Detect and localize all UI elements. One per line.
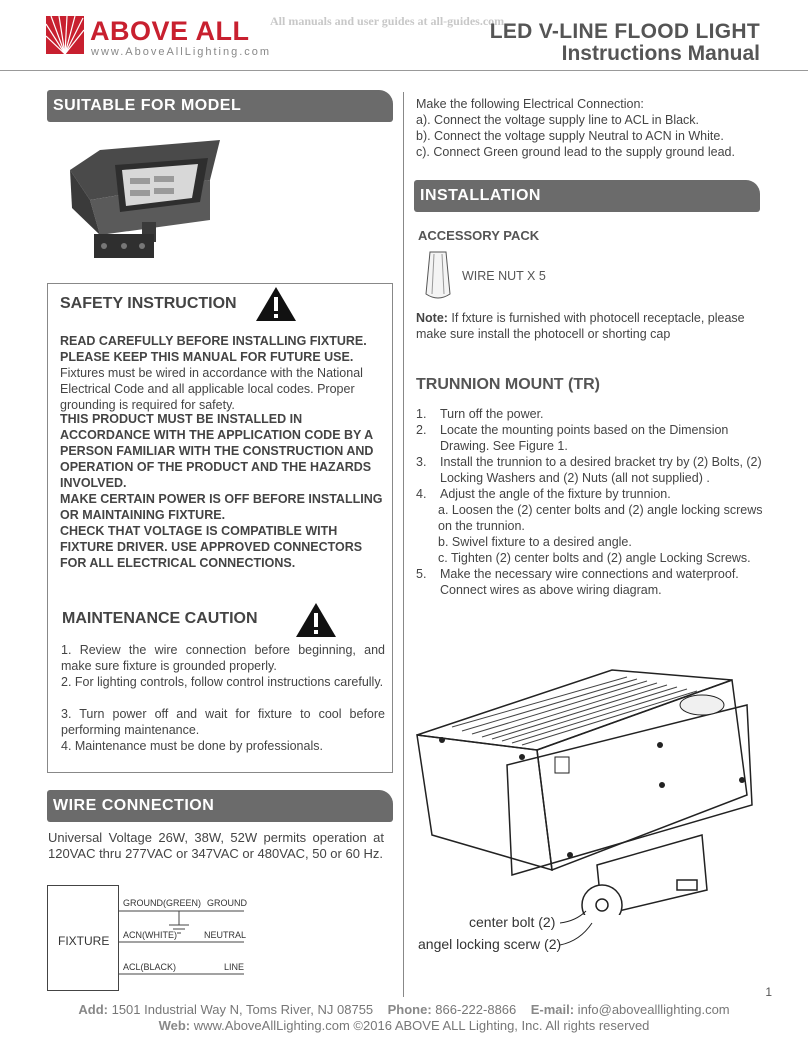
document-subtitle: Instructions Manual — [561, 42, 760, 65]
safety-paragraph-4: MAKE CERTAIN POWER IS OFF BEFORE INSTALLING OR MAINTAINING FIXTURE. — [60, 492, 383, 522]
maintenance-item-4: 4. Maintenance must be done by professionals. — [61, 739, 323, 753]
logo-sunburst-icon — [46, 16, 84, 54]
electrical-intro: Make the following Electrical Connection: — [416, 97, 644, 111]
maintenance-item-3: 3. Turn power off and wait for fixture to cool before performing maintenance. — [61, 707, 385, 737]
watermark: All manuals and user guides at all-guides.com — [270, 14, 505, 28]
footer-web: Web: www.AboveAllLighting.com ©2016 ABOVE ALL Lighting, Inc. All rights reserved — [158, 1018, 650, 1033]
brand-url: www.AboveAllLighting.com — [91, 46, 272, 58]
safety-heading: SAFETY INSTRUCTION — [60, 295, 237, 312]
safety-paragraph-1: READ CAREFULLY BEFORE INSTALLING FIXTURE. PLEASE KEEP THIS MANUAL FOR FUTURE USE. — [60, 334, 367, 364]
center-bolt-callout: center bolt (2) — [469, 914, 556, 930]
list-item: 2. Locate the mounting points based on the Dimension Drawing. See Figure 1. — [416, 423, 729, 453]
header-rule — [0, 70, 808, 71]
safety-paragraph-5: CHECK THAT VOLTAGE IS COMPATIBLE WITH FIXTURE DRIVER. USE APPROVED CONNECTORS FOR ALL ELECTRICAL CONNECTIONS. — [60, 524, 363, 570]
trunnion-steps — [416, 406, 766, 598]
safety-paragraph-2: Fixtures must be wired in accordance with the National Electrical Code and all applicable local codes. Proper grounding is required for safety. — [60, 366, 363, 412]
photocell-note — [416, 310, 776, 342]
fixture-box — [47, 885, 119, 991]
wire-label-ground: GROUND — [207, 898, 247, 908]
maintenance-item-2: 2. For lighting controls, follow control instructions carefully. — [61, 675, 384, 689]
list-subitem: b. Swivel fixture to a desired angle. — [438, 535, 632, 549]
safety-paragraph-3: THIS PRODUCT MUST BE INSTALLED IN ACCORDANCE WITH THE APPLICATION CODE BY A PERSON FAMILIAR WITH THE CONSTRUCTION AND OPERATION OF THE PRODUCT AND THE HAZARDS INVOLVED. — [60, 412, 374, 490]
list-subitem: a. Loosen the (2) center bolts and (2) angle locking screws on the trunnion. — [438, 503, 763, 533]
wire-nut-label: WIRE NUT X 5 — [462, 269, 546, 283]
note-label: Note: — [416, 311, 448, 325]
maintenance-heading: MAINTENANCE CAUTION — [62, 610, 258, 627]
electrical-step-a: a). Connect the voltage supply line to ACL in Black. — [416, 113, 700, 127]
accessory-pack-heading: ACCESSORY PACK — [418, 228, 540, 243]
wire-label-line: LINE — [224, 962, 245, 972]
column-divider — [403, 92, 404, 997]
section-wire-connection: WIRE CONNECTION — [47, 790, 393, 822]
wire-voltage-text: Universal Voltage 26W, 38W, 52W permits operation at 120VAC thru 277VAC or 347VAC or 480VAC, 50 or 60 Hz. — [48, 830, 384, 861]
wire-nut-icon — [424, 250, 452, 302]
list-item: 1. Turn off the power. — [416, 407, 544, 421]
angle-screw-callout: angel locking scerw (2) — [418, 936, 562, 952]
wire-label-acn-white: ACN(WHITE) — [123, 930, 177, 940]
section-suitable-model: SUITABLE FOR MODEL — [47, 90, 393, 122]
note-text: If fxture is furnished with photocell receptacle, please make sure install the photocell or shorting cap — [416, 311, 745, 341]
trunnion-heading: TRUNNION MOUNT (TR) — [416, 376, 600, 393]
wire-label-neutral: NEUTRAL — [204, 930, 247, 940]
maintenance-item-1: 1. Review the wire connection before beginning, and make sure fixture is grounded properly. — [61, 643, 385, 673]
flood-light-product-image — [60, 130, 230, 270]
brand-logo — [46, 12, 272, 62]
electrical-step-b: b). Connect the voltage supply Neutral to ACN in White. — [416, 129, 724, 143]
list-item: 5. Make the necessary wire connections and waterproof. Connect wires as above wiring diagram. — [416, 567, 739, 597]
warning-icon — [295, 602, 337, 638]
wire-label-ground-green: GROUND(GREEN) — [123, 898, 201, 908]
list-subitem: c. Tighten (2) center bolts and (2) angle Locking Screws. — [438, 551, 751, 565]
footer-contact: Add: 1501 Industrial Way N, Toms River, NJ 08755 Phone: 866-222-8866 E-mail: info@abovealllighting.com — [78, 1002, 730, 1017]
warning-icon — [255, 286, 297, 322]
wire-label-acl-black: ACL(BLACK) — [123, 962, 177, 972]
section-installation: INSTALLATION — [414, 180, 760, 212]
electrical-step-c: c). Connect Green ground lead to the supply ground lead. — [416, 145, 735, 159]
list-item: 3. Install the trunnion to a desired bracket try by (2) Bolts, (2) Locking Washers and (2) Nuts (all not supplied) . — [416, 455, 762, 485]
wiring-diagram — [47, 885, 257, 991]
callout-leaders — [560, 905, 600, 950]
page-number: 1 — [765, 985, 772, 999]
fixture-label: FIXTURE — [58, 934, 110, 948]
list-item: 4. Adjust the angle of the fixture by trunnion. — [416, 487, 671, 501]
brand-name: ABOVE ALL — [90, 16, 250, 46]
trunnion-mount-drawing — [412, 665, 762, 915]
document-title: LED V-LINE FLOOD LIGHT — [489, 20, 760, 43]
